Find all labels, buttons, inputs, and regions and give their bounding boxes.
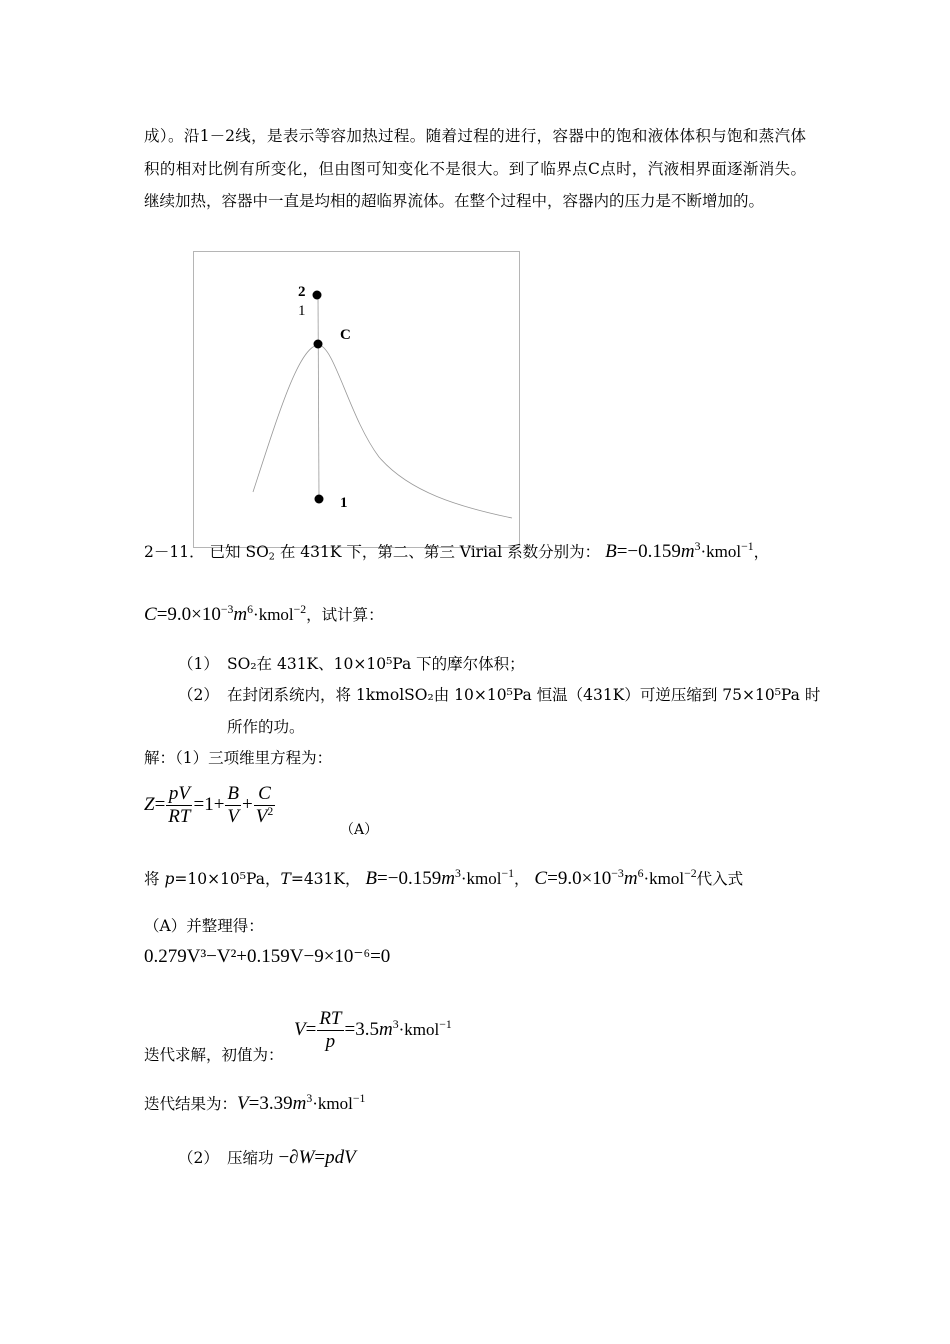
iteration-result: 迭代结果为：$V=3.39m^3\cdot kmol^{-1}$ — [144, 1091, 366, 1114]
substitution-line-2: （A）并整理得： — [144, 917, 264, 935]
isochoric-line — [318, 295, 319, 499]
initial-guess-label: 迭代求解，初值为： — [144, 1046, 284, 1064]
c-coefficient-line: $C=9.0\times 10^{-3}m^6\cdot kmol^{-2}$，试计算： — [144, 602, 384, 625]
problem-intro: 已知 SO — [209, 543, 269, 561]
solution-intro: 解：（1）三项维里方程为： — [144, 749, 333, 767]
label-1-lower: 1 — [340, 495, 348, 511]
b-coefficient: $B=-0.159m^3\cdot kmol^{-1}$ — [605, 539, 754, 562]
cubic-equation: 0.279V³−V²+0.159V−9×10⁻⁶=0 — [144, 946, 391, 967]
question-item-2-cont: 所作的功。 — [227, 718, 305, 736]
problem-number: 2－11． — [144, 543, 205, 561]
label-2: 2 — [298, 284, 306, 300]
substitution-line: 将 p=10×10⁵Pa，T=431K， $B=-0.159m^3\cdot kmol^{-1}$， $C=9.0\times 10^{-3}m^6\cdot kmol^{-2}$代入式 — [144, 866, 744, 889]
pv-diagram-svg — [194, 252, 521, 549]
problem-statement: 2－11． 已知 $SO_2$ 在 431K 下，第二、第三 Virial 系数分别为： $B=-0.159m^3\cdot kmol^{-1}$， — [144, 539, 770, 563]
saturation-dome-curve — [253, 345, 512, 518]
initial-guess-equation: V= $\frac{RT}{p}$ $=3.5m^3\cdot kmol^{-1}$ — [294, 1008, 452, 1052]
continuation-paragraph: 成）。沿1－2线，是表示等容加热过程。随着过程的进行，容器中的饱和液体体积与饱和蒸汽体积的相对比例有所变化，但由图可知变化不是很大。到了临界点C点时，汽液相界面逐渐消失。继续加热，容器中一直是均相的超临界流体。在整个过程中，容器内的压力是不断增加的。 — [144, 127, 806, 210]
work-line: （2） 压缩功 −∂W=pdV — [178, 1147, 356, 1168]
point-2 — [313, 291, 322, 300]
virial-equation: Z= $\frac{pV}{RT}$ =1+ $\frac{B}{V}$ + $\frac{C}{V^2}$ — [144, 783, 274, 827]
point-c — [314, 340, 323, 349]
question-item-1: （1） SO₂在 431K、10×10⁵Pa 下的摩尔体积； — [178, 655, 525, 673]
point-1 — [315, 495, 324, 504]
label-c: C — [340, 327, 351, 343]
equation-tag: （A） — [340, 822, 379, 838]
label-1-upper: 1 — [298, 303, 306, 319]
pv-diagram — [193, 251, 520, 548]
c-coefficient: $C=9.0\times 10^{-3}m^6\cdot kmol^{-2}$ — [144, 602, 307, 625]
question-item-2: （2） 在封闭系统内，将 1kmolSO₂由 10×10⁵Pa 恒温（431K）可逆压缩到 75×10⁵Pa 时 — [178, 686, 821, 704]
